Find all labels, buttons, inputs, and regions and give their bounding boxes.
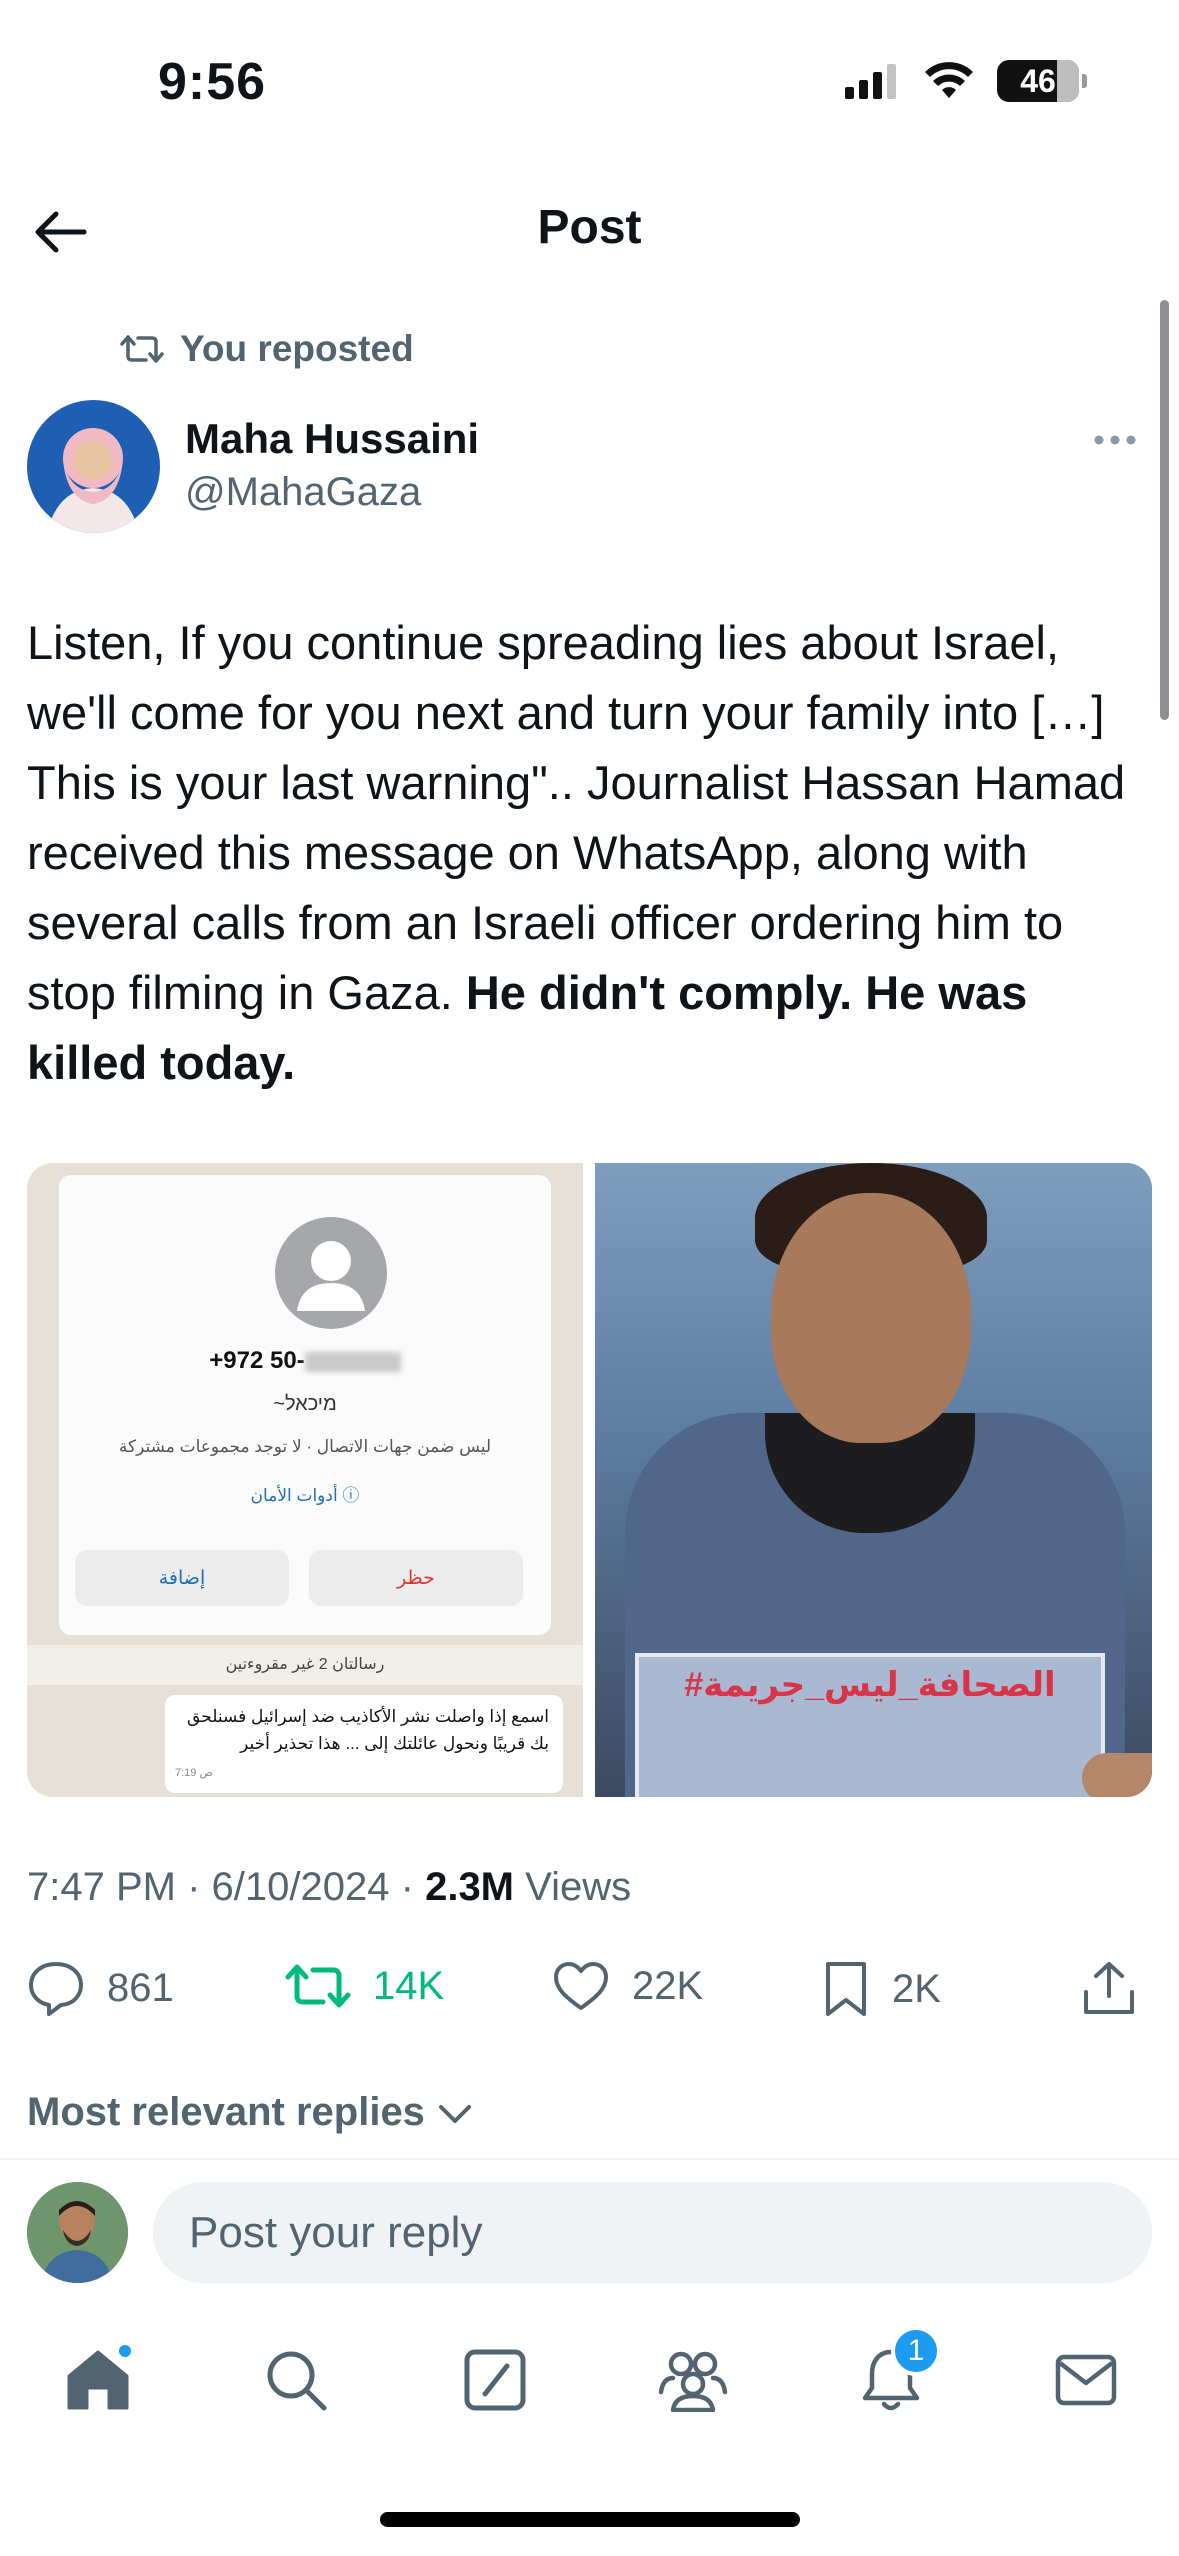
tweet-time: 7:47 PM <box>27 1865 176 1909</box>
header <box>0 170 1179 290</box>
status-time: 9:56 <box>158 53 267 111</box>
home-indicator[interactable] <box>380 2512 800 2527</box>
communities-icon <box>657 2348 729 2412</box>
media-image-journalist-photo[interactable] <box>595 1163 1152 1797</box>
tab-notifications[interactable] <box>851 2334 931 2420</box>
reply-button[interactable] <box>27 1960 174 2016</box>
tweet-media <box>27 1163 1152 1797</box>
tab-grok[interactable] <box>455 2340 535 2420</box>
grok-icon <box>463 2348 527 2412</box>
tweet-text-emphasis: He didn't comply. He was killed today. <box>27 966 1028 1089</box>
like-count: 22K <box>632 1963 704 2008</box>
tab-communities[interactable] <box>653 2340 733 2420</box>
repost-icon-active <box>285 1960 351 2012</box>
search-icon <box>264 2348 328 2412</box>
reply-input[interactable] <box>153 2182 1152 2283</box>
contact-status: ليس ضمن جهات الاتصال · لا توجد مجموعات مشتركة <box>118 1437 492 1456</box>
author-avatar[interactable] <box>27 400 160 533</box>
my-avatar[interactable] <box>27 2182 128 2283</box>
page-title: Post <box>537 201 642 254</box>
protest-poster: #الصحافة_ليس_جريمة <box>635 1653 1105 1797</box>
views-label: Views <box>525 1865 632 1909</box>
tweet-meta: 7:47 PM · 6/10/2024 · 2.3M Views <box>27 1865 632 1909</box>
repost-count: 14K <box>373 1963 445 2008</box>
repost-icon <box>120 332 164 366</box>
tab-search[interactable] <box>256 2340 336 2420</box>
battery-icon <box>997 60 1079 102</box>
bookmark-count: 2K <box>892 1966 941 2011</box>
media-image-whatsapp-screenshot[interactable] <box>27 1163 583 1797</box>
repost-label: You reposted <box>180 328 414 369</box>
views-count[interactable]: 2.3M <box>425 1865 515 1909</box>
like-button[interactable] <box>552 1960 703 2012</box>
whatsapp-block-button: حظر <box>309 1550 523 1606</box>
mail-icon <box>1054 2353 1118 2407</box>
cellular-signal-icon <box>845 63 901 99</box>
tweet-actions <box>27 1960 1152 2030</box>
tab-bar <box>0 2310 1179 2450</box>
contact-name: ~מיכאל <box>273 1393 337 1415</box>
tab-messages[interactable] <box>1046 2340 1126 2420</box>
whatsapp-contact-card <box>59 1175 551 1635</box>
replies-sort-dropdown[interactable] <box>27 2090 475 2135</box>
contact-avatar-icon <box>275 1217 387 1329</box>
reply-count: 861 <box>107 1965 174 2010</box>
reply-icon <box>27 1960 85 2016</box>
divider <box>0 2158 1179 2160</box>
author-avatar-image <box>27 400 160 533</box>
author-name[interactable]: Maha Hussaini <box>185 415 480 462</box>
journalist-face <box>771 1193 971 1443</box>
tweet-text <box>27 608 1157 1098</box>
chevron-down-icon <box>435 2099 475 2127</box>
heart-icon <box>552 1960 610 2012</box>
tab-home[interactable] <box>58 2340 138 2420</box>
author-handle[interactable]: @MahaGaza <box>185 470 422 514</box>
share-icon <box>1082 1960 1136 2016</box>
status-icons <box>845 60 1079 102</box>
threat-message-bubble: اسمع إذا واصلت نشر الأكاذيب ضد إسرائيل فسنلحق بك قريبًا ونحول عائلتك إلى ... هذا تحذير أخير 7:19 ص <box>165 1695 563 1793</box>
status-bar <box>0 0 1179 170</box>
safety-tools-link: أدوات الأمان ⓘ <box>250 1486 360 1505</box>
home-new-dot <box>116 2342 134 2360</box>
share-button[interactable] <box>1082 1960 1136 2016</box>
scrollbar[interactable] <box>1160 300 1169 720</box>
message-time: 7:19 ص <box>175 1767 213 1779</box>
battery-level: 46 <box>1020 62 1056 99</box>
bookmark-button[interactable] <box>822 1960 941 2018</box>
repost-button[interactable] <box>285 1960 444 2012</box>
tweet-text-body: Listen, If you continue spreading lies about Israel, we'll come for you next and turn your family into […] This is your last warning".. Journalist Hassan Hamad received this message on WhatsApp, along with several calls from an Israeli officer ordering him to stop filming in Gaza. <box>27 616 1126 1019</box>
whatsapp-add-button: إضافة <box>75 1550 289 1606</box>
replies-sort-label: Most relevant replies <box>27 2090 425 2134</box>
notifications-badge: 1 <box>891 2326 941 2376</box>
bookmark-icon <box>822 1960 870 2018</box>
contact-phone: +972 50- <box>59 1347 551 1375</box>
repost-context[interactable] <box>120 328 414 370</box>
more-horizontal-icon <box>1093 434 1137 446</box>
unread-messages-banner: رسالتان 2 غير مقروءتين <box>27 1645 583 1685</box>
wifi-icon <box>923 62 975 100</box>
more-options-button[interactable] <box>1085 420 1145 460</box>
reply-input-placeholder: Post your reply <box>189 2207 483 2257</box>
tweet-date: 6/10/2024 <box>211 1865 390 1909</box>
